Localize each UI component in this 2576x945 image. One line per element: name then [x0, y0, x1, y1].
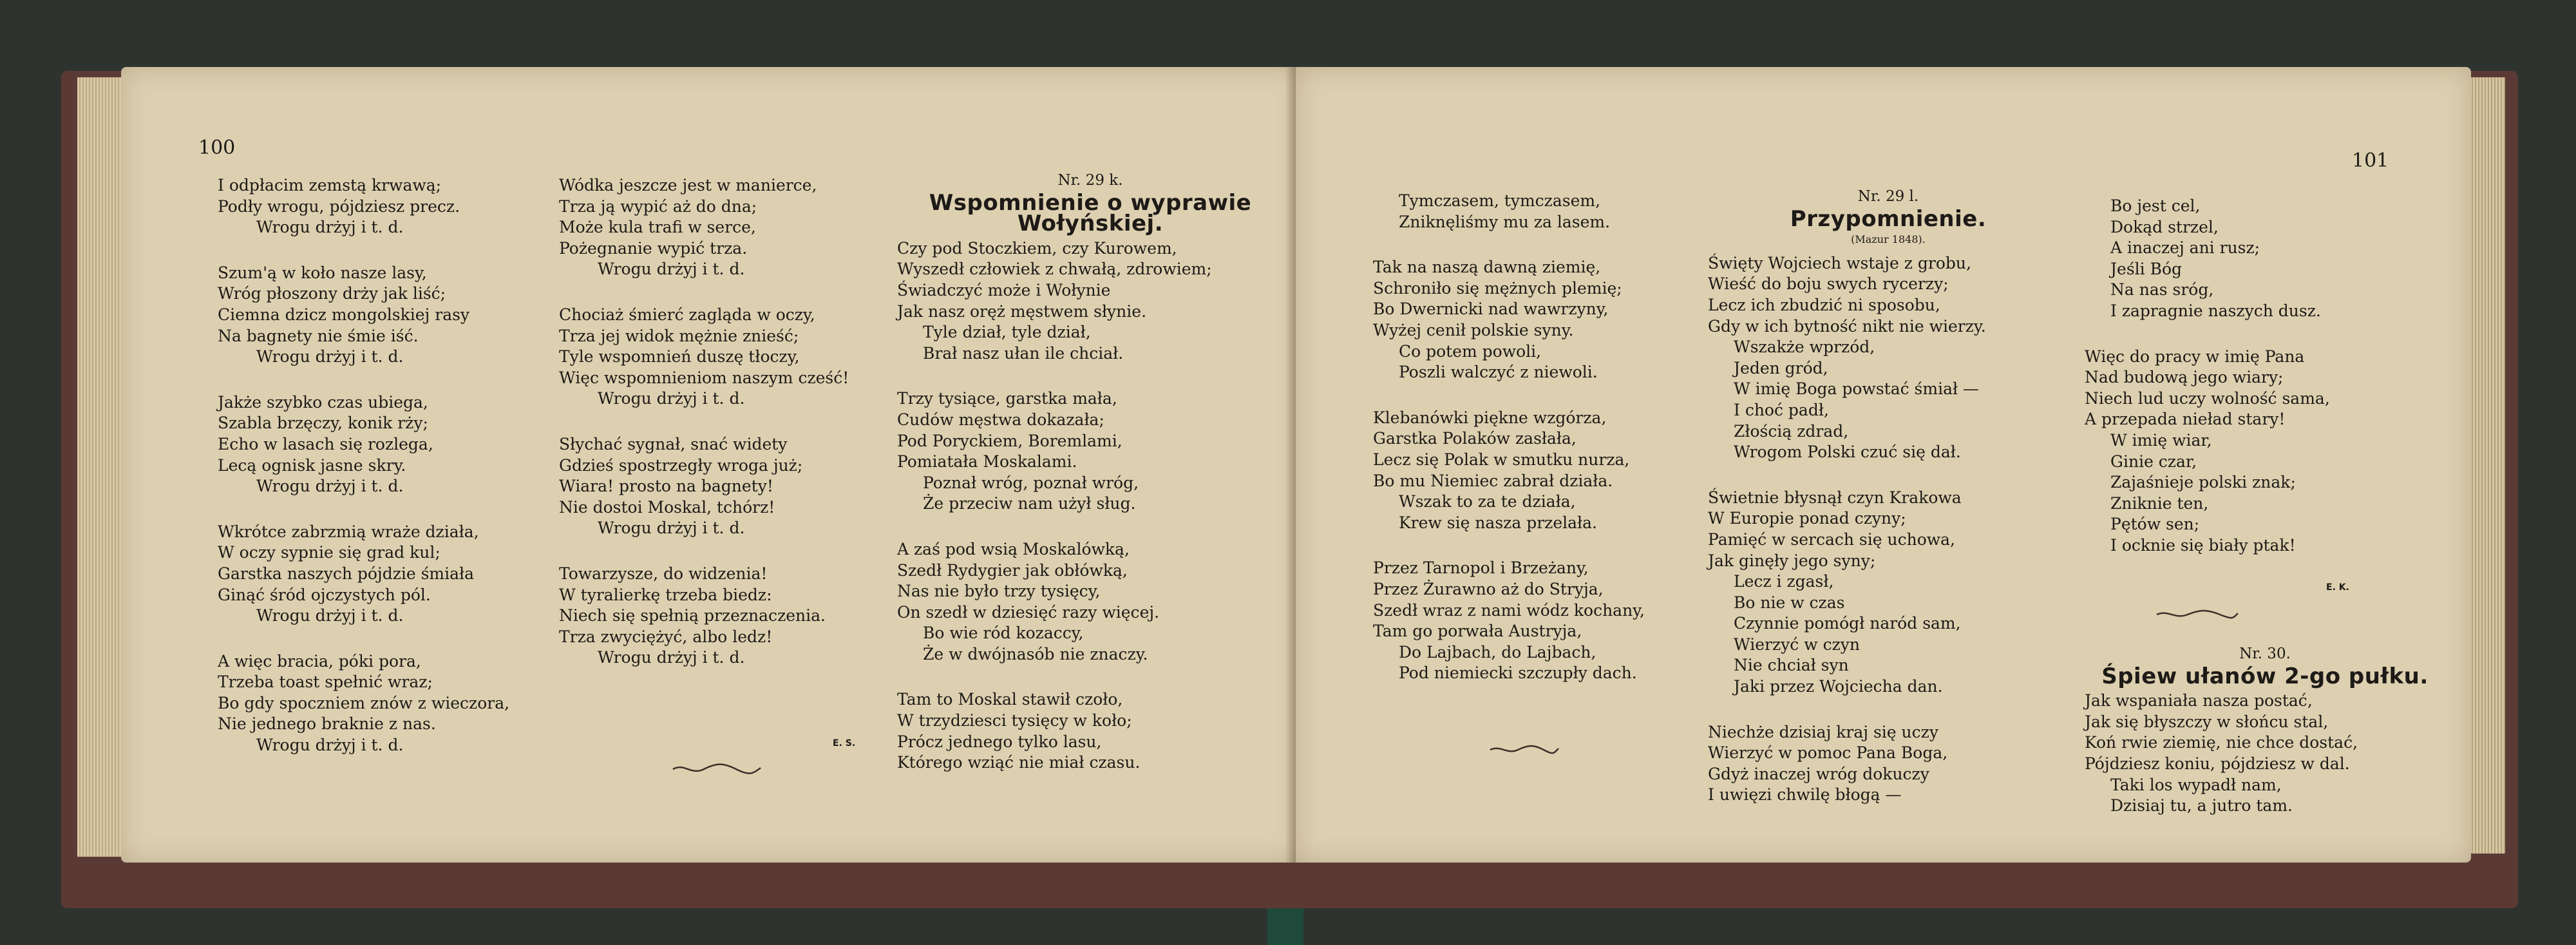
verse-line: A więc bracia, póki pora,: [218, 651, 421, 671]
verse-line: Niech lud uczy wolność sama,: [2085, 388, 2330, 408]
verse-line: On szedł w dziesięć razy więcej.: [897, 602, 1160, 622]
verse-line: Pójdziesz koniu, pójdziesz w dal.: [2085, 754, 2350, 773]
verse-line: Tymczasem, tymczasem,: [1399, 191, 1601, 210]
verse-line: Wódka jeszcze jest w manierce,: [559, 176, 817, 195]
verse-line: Gdy w ich bytność nikt nie wierzy.: [1708, 316, 1986, 336]
verse-line: Ginie czar,: [2110, 452, 2197, 471]
verse-line: A zaś pod wsią Moskalówką,: [897, 539, 1130, 558]
verse-line: I zapragnie naszych dusz.: [2110, 301, 2321, 320]
verse-line: Wrogu drżyj i t. d.: [598, 648, 745, 667]
verse-line: Nas nie było trzy tysięcy,: [897, 582, 1101, 601]
verse-line: Którego wziąć nie miał czasu.: [897, 753, 1141, 772]
verse-line: Pod Poryckiem, Boremlami,: [897, 431, 1122, 450]
verse-line: I uwięzi chwilę błogą —: [1708, 785, 1902, 805]
verse-line: Szedł wraz z nami wódz kochany,: [1373, 600, 1645, 620]
verse-line: Ciemna dzicz mongolskiej rasy: [218, 305, 470, 324]
verse-line: Bo nie w czas: [1734, 593, 1845, 612]
verse-line: Szum'ą w koło nasze lasy,: [218, 263, 427, 282]
song-verses: [1708, 253, 2069, 806]
verse-line: Wrogu drżyj i t. d.: [256, 347, 404, 367]
verse-line: Jeśli Bóg: [2110, 259, 2183, 278]
verse-line: Tyle dział, tyle dział,: [923, 323, 1091, 342]
stanza-gap: [2085, 322, 2445, 347]
verse-line: Niech się spełnią przeznaczenia.: [559, 606, 826, 625]
verse-line: Wszak to za te działa,: [1399, 492, 1576, 511]
verse-line: Co potem powoli,: [1399, 341, 1542, 361]
verse-line: Cudów męstwa dokazała;: [897, 410, 1104, 429]
verse-line: Nie dostoi Moskal, tchórz!: [559, 497, 775, 517]
verse-line: Zniknie ten,: [2110, 493, 2209, 513]
left-col-1: [218, 175, 540, 756]
verse-line: Jak wspaniała nasza postać,: [2085, 691, 2313, 711]
verse-line: Garstka Polaków zasłała,: [1373, 429, 1577, 448]
verse-line: Ginąć śród ojczystych pól.: [218, 585, 431, 604]
verse-line: Bo jest cel,: [2110, 196, 2201, 215]
verse-line: Chociaż śmierć zagląda w oczy,: [559, 305, 815, 324]
right-col-1: [1373, 191, 1708, 684]
verse-line: Złością zdrad,: [1734, 421, 1849, 441]
song-number: Nr. 29 k.: [1057, 172, 1123, 189]
verse-line: Jeden gród,: [1734, 358, 1828, 377]
verse-line: W imię wiar,: [2110, 430, 2212, 450]
verse-line: Na bagnety nie śmie iść.: [218, 326, 419, 345]
verse-line: Zajaśnieje polski znak;: [2110, 473, 2296, 492]
verse-line: I ocknie się biały ptak!: [2110, 535, 2296, 555]
verse-line: Brał nasz ułan ile chciał.: [923, 343, 1124, 363]
stanza-gap: [1373, 383, 1708, 408]
verse-line: Wrogu drżyj i t. d.: [598, 260, 745, 279]
verse-line: Wkrótce zabrzmią wraże działa,: [218, 522, 479, 541]
ornament-swirl: [1489, 743, 1560, 756]
verse-line: A inaczej ani rusz;: [2110, 238, 2260, 258]
verse-line: Krew się nasza przelała.: [1399, 513, 1597, 532]
stanza-gap: [1708, 463, 2069, 488]
right-col-3: [2085, 196, 2445, 557]
song-title: Śpiew ułanów 2-go pułku.: [2101, 663, 2429, 689]
left-col-2: [559, 175, 881, 669]
verse-line: Święty Wojciech wstaje z grobu,: [1708, 253, 1971, 272]
page-number: 101: [2352, 149, 2389, 172]
verse-line: Jak ginęły jego syny;: [1708, 551, 1876, 570]
verse-line: Pod niemiecki szczupły dach.: [1399, 663, 1637, 683]
song-verses: [2085, 691, 2445, 817]
verse-line: W trzydziesci tysięcy w koło;: [897, 711, 1132, 730]
verse-line: Jaki przez Wojciecha dan.: [1734, 677, 1943, 696]
verse-line: Trza jej widok mężnie znieść;: [559, 326, 799, 345]
verse-line: Schroniło się mężnych plemię;: [1373, 278, 1622, 298]
verse-line: Wrogu drżyj i t. d.: [256, 606, 404, 625]
verse-line: Wrogu drżyj i t. d.: [256, 477, 404, 496]
stanza-gap: [1708, 698, 2069, 722]
verse-line: Bo Dwernicki nad wawrzyny,: [1373, 300, 1609, 319]
verse-line: Wrogu drżyj i t. d.: [256, 736, 404, 755]
ornament-swirl: [2155, 608, 2239, 621]
page-number: 100: [198, 137, 236, 159]
verse-line: Że w dwójnasób nie znaczy.: [923, 644, 1148, 663]
verse-line: Bo mu Niemiec zabrał działa.: [1373, 471, 1613, 490]
verse-line: Wieść do boju swych rycerzy;: [1708, 274, 1949, 294]
verse-line: W imię Boga powstać śmiał —: [1734, 379, 1980, 399]
signature: E. S.: [833, 738, 856, 749]
verse-line: Tam go porwała Austryja,: [1373, 622, 1582, 641]
stanza-gap: [218, 627, 540, 651]
verse-line: Towarzysze, do widzenia!: [559, 564, 768, 583]
stanza-gap: [897, 515, 1283, 539]
page-edges-right: [2467, 77, 2505, 854]
song-subtitle: (Mazur 1848).: [1851, 233, 1926, 246]
verse-line: Jak nasz oręż męstwem słynie.: [897, 301, 1147, 321]
verse-line: Nie chciał syn: [1734, 656, 1849, 675]
verse-line: Wierzyć w czyn: [1734, 635, 1860, 654]
verse-line: Wierzyć w pomoc Pana Boga,: [1708, 743, 1948, 763]
song-verses: [897, 238, 1283, 774]
verse-line: Wrogu drżyj i t. d.: [256, 218, 404, 237]
verse-line: Koń rwie ziemię, nie chce dostać,: [2085, 733, 2358, 752]
verse-line: Tam to Moskal stawił czoło,: [897, 690, 1123, 709]
verse-line: Przez Żurawno aż do Stryja,: [1373, 579, 1604, 598]
verse-line: Poznał wróg, poznał wróg,: [923, 473, 1139, 492]
song-title: Wspomnienie o wyprawie Wołyńskiej.: [929, 189, 1252, 237]
ornament-swirl: [672, 763, 762, 776]
verse-line: Trzeba toast spełnić wraz;: [218, 673, 433, 692]
verse-line: Lecz ich zbudzić ni sposobu,: [1708, 295, 1940, 314]
verse-line: Jak się błyszczy w słońcu stal,: [2085, 712, 2329, 731]
verse-line: Wrogu drżyj i t. d.: [598, 389, 745, 408]
verse-line: Może kula trafi w serce,: [559, 218, 756, 237]
stanza-gap: [218, 238, 540, 263]
verse-line: Pożegnanie wypić trza.: [559, 238, 748, 258]
stanza-gap: [218, 368, 540, 392]
verse-line: Klebanówki piękne wzgórza,: [1373, 408, 1607, 427]
stanza-gap: [218, 497, 540, 522]
verse-line: A przepada nieład stary!: [2085, 410, 2286, 429]
verse-line: Prócz jednego tylko lasu,: [897, 732, 1102, 751]
signature: E. K.: [2326, 582, 2349, 593]
verse-line: Szabla brzęczy, konik rży;: [218, 414, 428, 433]
verse-line: Szedł Rydygier jak obłówką,: [897, 560, 1128, 580]
verse-line: Trza zwyciężyć, albo ledz!: [559, 627, 773, 646]
stanza-gap: [559, 410, 881, 434]
verse-line: Bo wie ród kozaccy,: [923, 624, 1084, 643]
song-title: Przypomnienie.: [1790, 205, 1987, 232]
verse-line: Lecą ognisk jasne skry.: [218, 455, 406, 475]
verse-line: Wrogu drżyj i t. d.: [598, 519, 745, 538]
verse-line: Więc do pracy w imię Pana: [2085, 347, 2305, 366]
stanza-gap: [559, 539, 881, 564]
verse-line: W Europie ponad czyny;: [1708, 509, 1906, 528]
verse-line: Wrogom Polski czuć się dał.: [1734, 443, 1961, 462]
verse-line: Taki los wypadł nam,: [2110, 775, 2282, 794]
verse-line: Nie jednego braknie z nas.: [218, 714, 436, 734]
verse-line: Świadczyć może i Wołynie: [897, 280, 1111, 300]
verse-line: Wszakże wprzód,: [1734, 338, 1875, 357]
verse-line: Tyle wspomnień duszę tłoczy,: [559, 347, 800, 367]
verse-line: Wróg płoszony drży jak liść;: [218, 284, 446, 303]
verse-line: Podły wrogu, pójdziesz precz.: [218, 196, 460, 216]
verse-line: Gdzieś spostrzegły wroga już;: [559, 455, 803, 475]
song-number: Nr. 30.: [2239, 645, 2291, 662]
verse-line: Przez Tarnopol i Brzeżany,: [1373, 558, 1589, 578]
verse-line: Wiara! prosto na bagnety!: [559, 477, 773, 496]
verse-line: Świetnie błysnął czyn Krakowa: [1708, 488, 1962, 507]
verse-line: Echo w lasach się rozlega,: [218, 434, 433, 453]
stanza-gap: [1373, 533, 1708, 558]
song-number: Nr. 29 l.: [1857, 188, 1919, 205]
verse-line: W oczy sypnie się grad kul;: [218, 543, 440, 562]
verse-line: Lecz się Polak w smutku nurza,: [1373, 450, 1630, 469]
stanza-gap: [559, 280, 881, 305]
verse-line: Więc wspomnieniom naszym cześć!: [559, 368, 849, 387]
verse-line: Że przeciw nam użył sług.: [923, 494, 1136, 513]
verse-line: Lecz i zgasł,: [1734, 572, 1834, 591]
verse-line: Do Lajbach, do Lajbach,: [1399, 642, 1596, 662]
verse-line: Pamięć w sercach się uchowa,: [1708, 530, 1955, 549]
verse-line: Garstka naszych pójdzie śmiała: [218, 564, 475, 583]
verse-line: Bo gdy spoczniem znów z wieczora,: [218, 693, 510, 712]
verse-line: Tak na naszą dawną ziemię,: [1373, 258, 1601, 277]
verse-line: Słychać sygnał, snać widety: [559, 434, 788, 453]
verse-line: Jakże szybko czas ubiega,: [218, 392, 428, 412]
verse-line: W tyralierkę trzeba biedz:: [559, 585, 772, 604]
verse-line: Dokąd strzel,: [2110, 217, 2219, 236]
song-verses: [2085, 196, 2445, 557]
verse-line: I choć padł,: [1734, 400, 1829, 419]
verse-line: Dzisiaj tu, a jutro tam.: [2110, 796, 2293, 816]
verse-line: Pętów sen;: [2110, 515, 2200, 534]
verse-line: Zniknęliśmy mu za lasem.: [1399, 212, 1611, 231]
stanza-gap: [897, 665, 1283, 689]
stanza-gap: [897, 364, 1283, 388]
verse-line: Na nas srόg,: [2110, 280, 2214, 300]
right-col-2: [1708, 186, 2069, 806]
verse-line: Pomiatała Moskalami.: [897, 452, 1077, 472]
verse-line: Trza ją wypić aż do dna;: [559, 196, 757, 216]
stanza-gap: [1373, 233, 1708, 257]
verse-line: Wyszedł człowiek z chwałą, zdrowiem;: [897, 260, 1212, 279]
verse-line: Poszli walczyć z niewoli.: [1399, 363, 1598, 382]
verse-line: I odpłacim zemstą krwawą;: [218, 176, 442, 195]
verse-line: Czy pod Stoczkiem, czy Kurowem,: [897, 238, 1177, 258]
left-col-3: [897, 170, 1283, 774]
verse-line: Niechże dzisiaj kraj się uczy: [1708, 722, 1938, 741]
left-page: [121, 67, 1301, 863]
right-page: [1296, 67, 2471, 863]
right-col-3b: [2085, 644, 2445, 817]
verse-line: Nad budową jego wiary;: [2085, 368, 2284, 387]
verse-line: Czynnie pomógł naród sam,: [1734, 614, 1961, 633]
verse-line: Trzy tysiące, garstka mała,: [897, 389, 1117, 408]
verse-line: Gdyż inaczej wróg dokuczy: [1708, 764, 1929, 783]
verse-line: Wyżej cenił polskie syny.: [1373, 320, 1574, 339]
